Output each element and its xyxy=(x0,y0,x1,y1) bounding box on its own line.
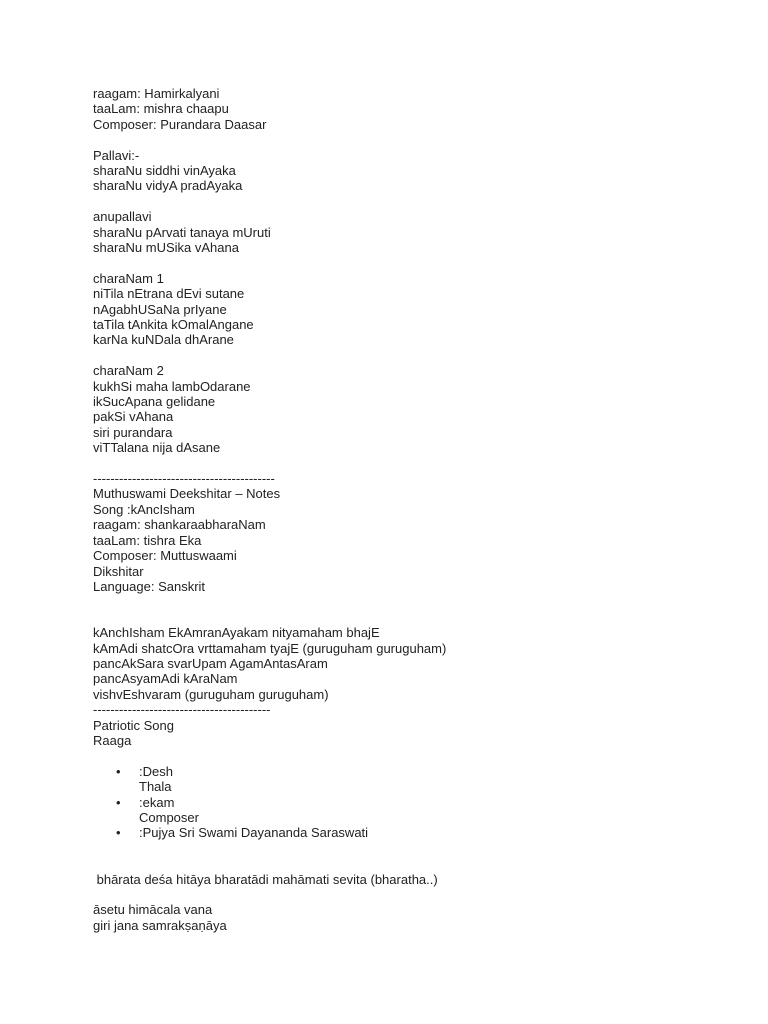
charanam2-heading: charaNam 2 xyxy=(93,363,164,379)
song2-title: Song :kAncIsham xyxy=(93,501,195,517)
charanam2-line: ikSucApana gelidane xyxy=(93,394,216,410)
list-item xyxy=(93,825,733,840)
song1-taalam: taaLam: mishra chaapu xyxy=(93,101,229,117)
song2-composer-cont: Dikshitar xyxy=(93,563,144,579)
song2-language: Language: Sanskrit xyxy=(93,578,206,594)
bullet-icon: • xyxy=(116,763,121,779)
song3-lyric-line: bhārata deśa hitāya bharatādi mahāmati sevita (bharatha..) xyxy=(93,871,438,887)
pallavi-line: sharaNu vidyA pradAyaka xyxy=(93,178,243,194)
anupallavi-line: sharaNu pArvati tanaya mUruti xyxy=(93,224,271,240)
list-item-text: :Pujya Sri Swami Dayananda Saraswati xyxy=(139,825,369,841)
song2-lyric-line: kAmAdi shatcOra vrttamaham tyajE (guruguham guruguham) xyxy=(93,640,447,656)
pallavi-heading: Pallavi:- xyxy=(93,147,140,163)
bullet-icon: • xyxy=(116,794,121,810)
song2-composer: Composer: Muttuswaami xyxy=(93,548,237,564)
charanam1-heading: charaNam 1 xyxy=(93,270,164,286)
song3-raaga-label: Raaga xyxy=(93,732,132,748)
list-item-text: :ekam xyxy=(139,794,175,810)
charanam2-line: siri purandara xyxy=(93,424,173,440)
charanam2-line: kukhSi maha lambOdarane xyxy=(93,378,251,394)
song2-lyric-line: vishvEshvaram (guruguham guruguham) xyxy=(93,686,329,702)
charanam2-line: viTTalana nija dAsane xyxy=(93,440,221,456)
charanam1-line: taTila tAnkita kOmalAngane xyxy=(93,317,254,333)
song3-lyric-line: giri jana samrakṣaṇāya xyxy=(93,917,227,933)
anupallavi-line: sharaNu mUSika vAhana xyxy=(93,240,239,256)
list-item-subtext: Composer xyxy=(139,809,199,825)
details-list xyxy=(93,764,733,841)
song2-lyric-line: pancAkSara svarUpam AgamAntasAram xyxy=(93,655,328,671)
song3-lyric-line: āsetu himācala vana xyxy=(93,902,213,918)
charanam1-line: nAgabhUSaNa prIyane xyxy=(93,301,227,317)
song1-composer: Composer: Purandara Daasar xyxy=(93,116,267,132)
song2-header: Muthuswami Deekshitar – Notes xyxy=(93,486,281,502)
charanam2-line: pakSi vAhana xyxy=(93,409,174,425)
divider: ----------------------------------------- xyxy=(93,702,271,718)
bullet-icon: • xyxy=(116,825,121,841)
list-item-subtext: Thala xyxy=(139,779,172,795)
anupallavi-heading: anupallavi xyxy=(93,209,152,225)
charanam1-line: niTila nEtrana dEvi sutane xyxy=(93,286,245,302)
pallavi-line: sharaNu siddhi vinAyaka xyxy=(93,163,236,179)
song3-title: Patriotic Song xyxy=(93,717,174,733)
song2-raagam: raagam: shankaraabharaNam xyxy=(93,517,266,533)
song2-taalam: taaLam: tishra Eka xyxy=(93,532,202,548)
song1-raagam: raagam: Hamirkalyani xyxy=(93,86,220,101)
song2-lyric-line: pancAsyamAdi kAraNam xyxy=(93,671,238,687)
list-item xyxy=(93,795,733,826)
song2-lyric-line: kAnchIsham EkAmranAyakam nityamaham bhajE xyxy=(93,625,380,641)
document-page xyxy=(93,86,733,933)
divider: ------------------------------------------ xyxy=(93,471,275,487)
list-item xyxy=(93,764,733,795)
charanam1-line: karNa kuNDala dhArane xyxy=(93,332,234,348)
list-item-text: :Desh xyxy=(139,763,173,779)
